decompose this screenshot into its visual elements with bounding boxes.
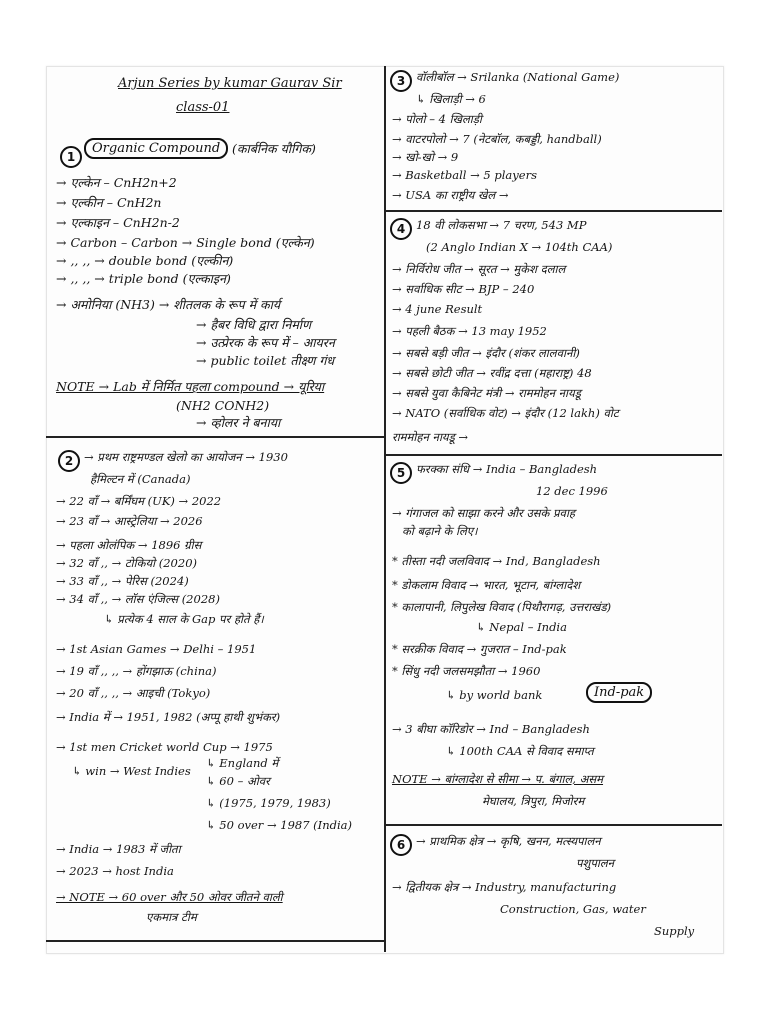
note-line: → NATO (सर्वाधिक वोट) → इंदौर (12 lakh) वोट [392, 406, 619, 420]
note-callout: NOTE → Lab में निर्मित पहला compound → यूरिया [56, 379, 325, 394]
note-line: * डोकलाम विवाद → भारत, भूटान, बांग्लादेश [392, 578, 581, 592]
note-line: → पोलो – 4 खिलाड़ी [392, 112, 482, 126]
note-line: * सरक्रीक विवाद → गुजरात – Ind-pak [392, 642, 567, 656]
note-line: → हैबर विधि द्वारा निर्माण [196, 317, 312, 332]
note-line: → public toilet तीक्ष्ण गंध [196, 353, 335, 368]
note-line: Supply [654, 924, 695, 938]
note-line: → 34 वाँ ,, → लॉस एंजिल्स (2028) [56, 592, 220, 606]
note-line: → 2023 → host India [56, 864, 174, 878]
note-line: ↳ win → West Indies [72, 764, 191, 778]
note-line: → गंगाजल को साझा करने और उसके प्रवाह [392, 506, 576, 520]
note-line: * सिंधु नदी जलसमझौता → 1960 [392, 664, 541, 678]
note-line: → उत्प्रेरक के रूप में – आयरन [196, 335, 335, 350]
note-line: → द्वितीयक क्षेत्र → Industry, manufacturing [392, 880, 617, 894]
note-line: (2 Anglo Indian X → 104th CAA) [426, 240, 613, 254]
note-line: Construction, Gas, water [500, 902, 646, 916]
note-line: → निर्विरोध जीत → सूरत → मुकेश दलाल [392, 262, 566, 276]
class-label: class-01 [176, 100, 230, 115]
note-line: ↳ England में [206, 756, 279, 770]
note-formula: (NH2 CONH2) [176, 398, 270, 413]
note-line: फरक्का संधि → India – Bangladesh [416, 462, 598, 476]
note-line: → Carbon – Carbon → Single bond (एल्केन) [56, 235, 315, 250]
note-line: → India में → 1951, 1982 (अप्पू हाथी शुभंकर) [56, 710, 281, 724]
note-line: → 3 बीघा कॉरिडोर → Ind – Bangladesh [392, 722, 590, 736]
note-line: * कालापानी, लिपुलेख विवाद (पिथौरागढ़, उत्तराखंड) [392, 600, 612, 614]
section-number: 6 [390, 834, 412, 856]
section-divider-right-1 [384, 210, 722, 212]
note-line: → खो-खो → 9 [392, 150, 459, 164]
note-line: → व्होलर ने बनाया [196, 415, 281, 430]
note-line: को बढ़ाने के लिए। [402, 524, 478, 538]
section-divider-right-3 [384, 824, 722, 826]
note-line: ↳ खिलाड़ी → 6 [416, 92, 486, 106]
note-line: राममोहन नायडू → [392, 430, 469, 444]
page-title: Arjun Series by kumar Gaurav Sir [118, 76, 342, 91]
note-line: → प्राथमिक क्षेत्र → कृषि, खनन, मत्स्यपालन [416, 834, 601, 848]
note-line: → 22 वाँ → बर्मिंघम (UK) → 2022 [56, 494, 222, 508]
note-line: → एल्केन – CnH2n+2 [56, 175, 177, 190]
note-line: → प्रथम राष्ट्रमण्डल खेलो का आयोजन → 1930 [84, 450, 288, 464]
note-line: → 32 वाँ ,, → टोकियो (2020) [56, 556, 197, 570]
note-line: → 1st Asian Games → Delhi – 1951 [56, 642, 257, 656]
note-line: → पहला ओलंपिक → 1896 ग्रीस [56, 538, 202, 552]
note-line: → एल्काइन – CnH2n-2 [56, 215, 180, 230]
note-line: 18 वी लोकसभा → 7 चरण, 543 MP [416, 218, 587, 232]
note-line: वॉलीबॉल → Srilanka (National Game) [416, 70, 620, 84]
note-line: एकमात्र टीम [146, 910, 197, 924]
note-line: → 4 june Result [392, 302, 483, 316]
section-number: 4 [390, 218, 412, 240]
note-line: → 19 वाँ ,, ,, → होंगझाऊ (china) [56, 664, 217, 678]
note-line: हैमिल्टन में (Canada) [90, 472, 191, 486]
note-callout: → NOTE → 60 over और 50 ओवर जीतने वाली [56, 890, 283, 904]
note-line: ↳ Nepal – India [476, 620, 567, 634]
note-line: → India → 1983 में जीता [56, 842, 181, 856]
note-line: → 23 वाँ → आस्ट्रेलिया → 2026 [56, 514, 203, 528]
section-number: 2 [58, 450, 80, 472]
note-callout: NOTE → बांग्लादेश से सीमा → प. बंगाल, असम [392, 772, 604, 786]
note-line: 12 dec 1996 [536, 484, 608, 498]
note-line: → ,, ,, → triple bond (एल्काइन) [56, 271, 231, 286]
section-heading: Organic Compound [84, 138, 228, 159]
note-line: → 1st men Cricket world Cup → 1975 [56, 740, 273, 754]
highlight-box: Ind-pak [586, 682, 652, 703]
note-line: → Basketball → 5 players [392, 168, 537, 182]
section-divider-left [46, 436, 386, 438]
note-line: मेघालय, त्रिपुरा, मिजोरम [482, 794, 585, 808]
note-line: → सबसे बड़ी जीत → इंदौर (शंकर लालवानी) [392, 346, 580, 360]
note-line: ↳ 100th CAA से विवाद समाप्त [446, 744, 594, 758]
section-number: 3 [390, 70, 412, 92]
note-line: ↳ (1975, 1979, 1983) [206, 796, 331, 810]
note-line: → पहली बैठक → 13 may 1952 [392, 324, 547, 338]
note-line: → एल्कीन – CnH2n [56, 195, 162, 210]
note-line: → सर्वाधिक सीट → BJP – 240 [392, 282, 535, 296]
bottom-rule [46, 940, 386, 942]
note-line: → अमोनिया (NH3) → शीतलक के रूप में कार्य [56, 297, 281, 312]
note-line: → सबसे छोटी जीत → रवींद्र दत्ता (महाराष्ट्र) 48 [392, 366, 592, 380]
note-line: ↳ 60 – ओवर [206, 774, 270, 788]
note-line: ↳ by world bank [446, 688, 543, 702]
column-divider [384, 66, 386, 952]
note-line: → सबसे युवा कैबिनेट मंत्री → राममोहन नायडू [392, 386, 581, 400]
note-line: * तीस्ता नदी जलविवाद → Ind, Bangladesh [392, 554, 601, 568]
note-line: → 20 वाँ ,, ,, → आइची (Tokyo) [56, 686, 211, 700]
section-number: 5 [390, 462, 412, 484]
note-line: → ,, ,, → double bond (एल्कीन) [56, 253, 234, 268]
section-number: 1 [60, 146, 82, 168]
note-line: ↳ 50 over → 1987 (India) [206, 818, 352, 832]
section-heading-hindi: (कार्बनिक यौगिक) [232, 141, 316, 156]
note-line: पशुपालन [576, 856, 615, 870]
note-line: → 33 वाँ ,, → पेरिस (2024) [56, 574, 189, 588]
note-line: → USA का राष्ट्रीय खेल → [392, 188, 509, 202]
note-line: → वाटरपोलो → 7 (नेटबॉल, कबड्डी, handball) [392, 132, 602, 146]
note-line: ↳ प्रत्येक 4 साल के Gap पर होते हैं। [104, 612, 264, 626]
section-divider-right-2 [384, 454, 722, 456]
